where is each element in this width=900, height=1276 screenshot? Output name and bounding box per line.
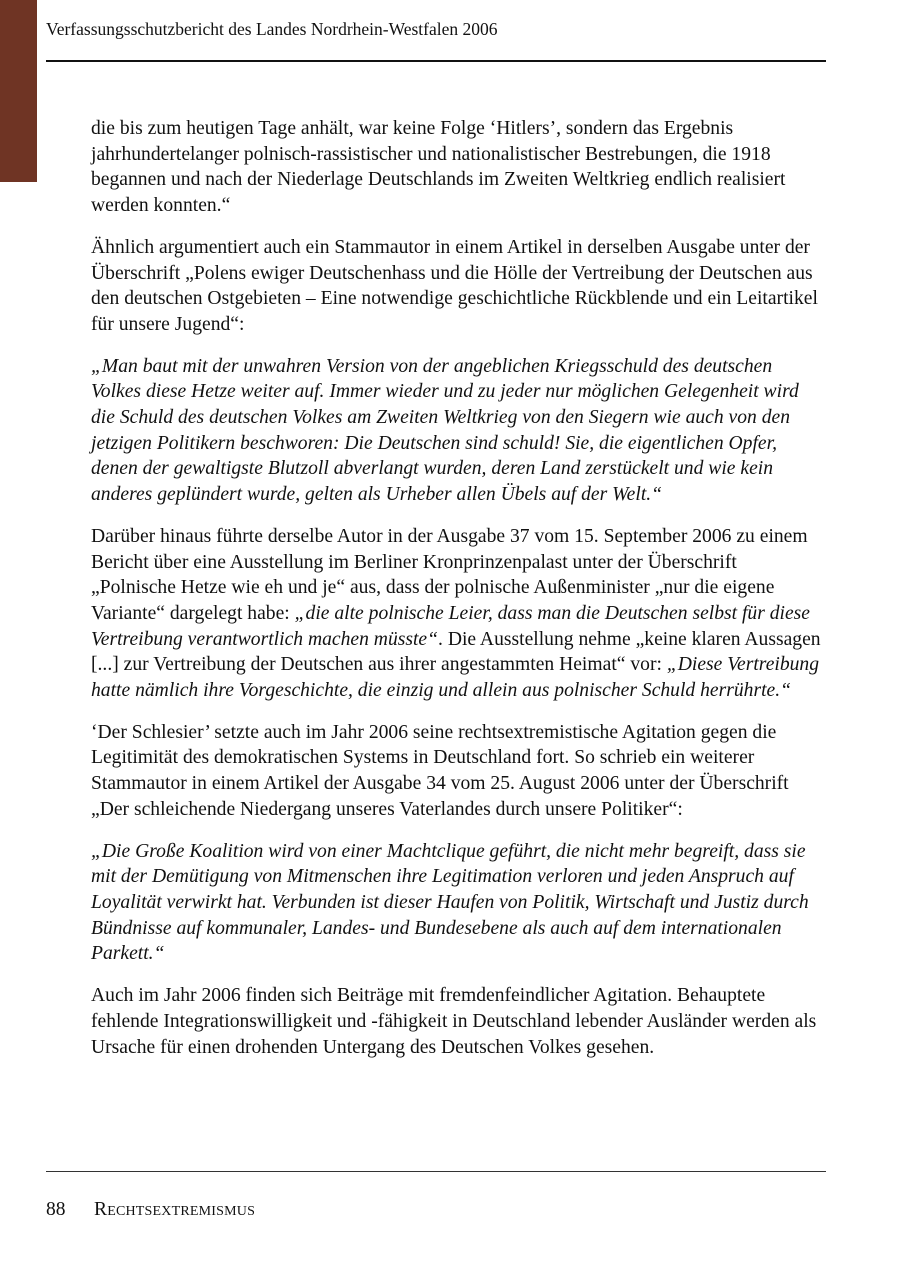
paragraph-2: Ähnlich argumentiert auch ein Stammautor in einem Artikel in derselben Ausgabe unter der Überschrift „Polens ewiger Deutschenhass und die Hölle der Vertreibung der Deutschen aus den deutschen Ostgebieten – Eine notwendige geschichtliche Rückblende und ein Leitartikel für unsere Jugend“: [91,236,818,335]
running-header: Verfassungsschutzbericht des Landes Nordrhein-Westfalen 2006 [46,19,498,39]
paragraph-1: die bis zum heutigen Tage anhält, war keine Folge ‘Hitlers’, sondern das Ergebnis jahrhundertelanger polnisch-rassistischer und nationalistischer Bestrebungen, die 1918 begannen und nach der Niederlage Deutschlands im Zweiten Weltkrieg endlich realisiert werden konnten.“ [91,118,786,217]
section-name: Rechtsextremismus [94,1199,256,1220]
quote-1: „Man baut mit der unwahren Version von der angeblichen Kriegsschuld des deutschen Volkes diese Hetze weiter auf. Immer wieder und zu jeder nur möglichen Gelegenheit wird die Schuld des deutschen Volkes am Zweiten Weltkrieg von den Siegern wie auch von den jetzigen Politikern beschworen: Die Deutschen sind schuld! Sie, die eigentlichen Opfer, denen der gewaltigste Blutzoll abverlangt wurden, deren Land zerstückelt und wie kein anderes geplündert wurde, gelten als Urheber allen Übels auf der Welt.“ [91,355,799,506]
paragraph-3-text-b: . Die Ausstellung nehme „keine klaren Aussagen [...] zur Vertreibung der Deutschen aus ihrer angestammten Heimat“ vor: [91,628,821,676]
quote-2: „Die Große Koalition wird von einer Machtclique geführt, die nicht mehr begreift, dass sie mit der Demütigung von Mitmenschen ihre Legitimation verloren und jeden Anspruch auf Loyalität verwirkt hat. Verbunden ist dieser Haufen von Politik, Wirtschaft und Justiz durch Bündnisse auf kommunaler, Landes- und Bundesebene als auch auf dem internationalen Parkett.“ [91,840,809,965]
footer-rule [46,1171,826,1172]
paragraph-3-quote-a: „die alte polnische Leier, dass man die Deutschen selbst für diese Vertreibung verantwortlich machen müsste“ [91,602,810,650]
paragraph-3 [91,524,826,704]
main-text [91,116,826,1060]
page-number: 88 [46,1199,66,1220]
header-rule [46,60,826,62]
paragraph-5: Auch im Jahr 2006 finden sich Beiträge mit fremdenfeindlicher Agitation. Behauptete fehlende Integrationswilligkeit und -fähigkeit in Deutschland lebender Ausländer werden als Ursache für einen drohenden Untergang des Deutschen Volkes gesehen. [91,985,817,1058]
paragraph-4: ‘Der Schlesier’ setzte auch im Jahr 2006 seine rechtsextremistische Agitation gegen die Legitimität des demokratischen Systems in Deutschland fort. So schrieb ein weiterer Stammautor in einem Artikel der Ausgabe 34 vom 25. August 2006 unter der Überschrift „Der schleichende Niedergang unseres Vaterlandes durch unsere Politiker“: [91,721,789,820]
paragraph-3-text-a: Darüber hinaus führte derselbe Autor in der Ausgabe 37 vom 15. September 2006 zu einem Bericht über eine Ausstellung im Berliner Kronprinzenpalast unter der Überschrift „Polnische Hetze wie eh und je“ aus, dass der polnische Außenminister „nur die eigene Variante“ dargelegt habe: [91,525,808,624]
paragraph-3-quote-b: „Diese Vertreibung hatte nämlich ihre Vorgeschichte, die einzig und allein aus polnischer Schuld herrührte.“ [91,654,820,702]
chapter-color-tab [0,0,37,182]
